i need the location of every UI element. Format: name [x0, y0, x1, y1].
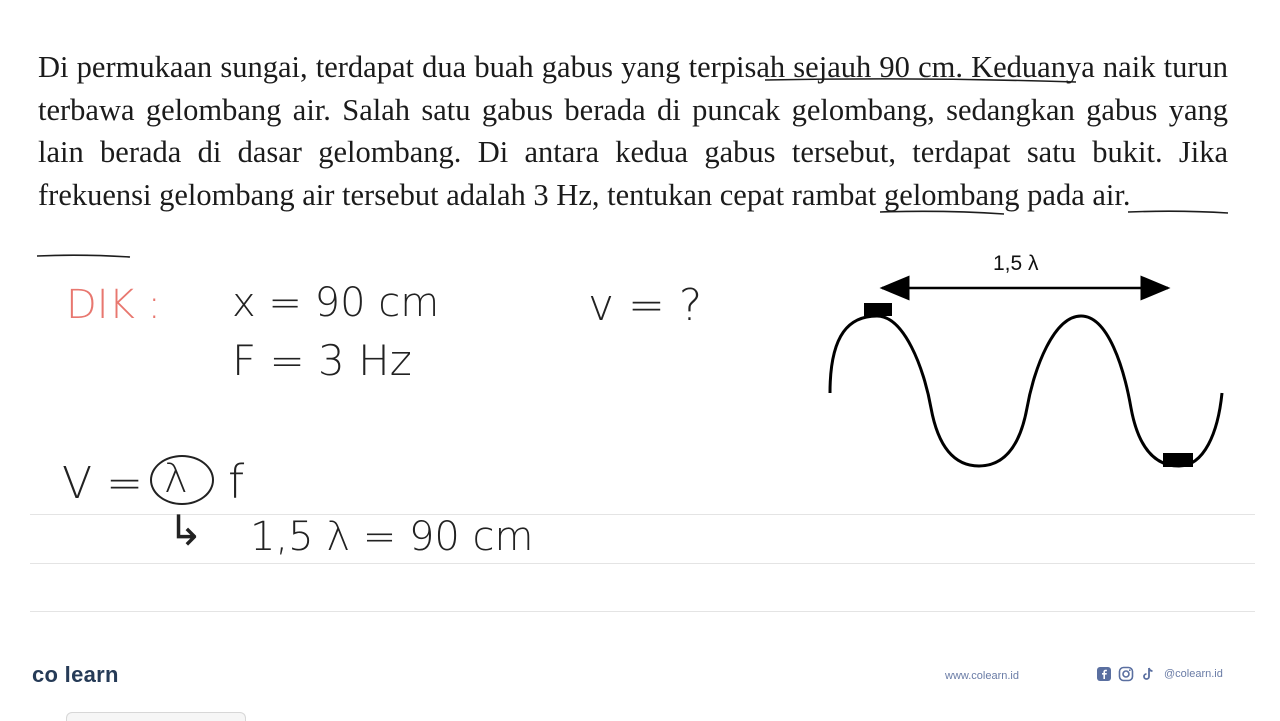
formula-left: V =	[62, 458, 143, 509]
social-handle[interactable]: @colearn.id	[1164, 668, 1223, 680]
ruled-line	[30, 514, 1255, 515]
problem-statement: Di permukaan sungai, terdapat dua buah gabus yang terpisah sejauh 90 cm. Keduanya naik turun terbawa gelombang air. Salah satu gabus berada di puncak gelombang, sedangkan gabus yang lain berada di dasar gelombang. Di antara kedua gabus tersebut, terdapat satu bukit. Jika frekuensi gelombang air tersebut adalah 3 Hz, tentukan cepat rambat gelombang pada air.	[38, 50, 1228, 212]
step-arrow-icon: ↳	[168, 506, 204, 555]
ruled-line	[30, 563, 1255, 564]
website-link[interactable]: www.colearn.id	[945, 670, 1019, 682]
brand-logo: co learn	[32, 662, 119, 687]
formula-lambda: λ	[164, 456, 188, 502]
ruled-line	[30, 611, 1255, 612]
facebook-icon[interactable]	[1096, 666, 1112, 682]
cork-at-trough	[1163, 453, 1193, 467]
given-distance: x = 90 cm	[232, 280, 440, 326]
distance-label: 1,5 λ	[993, 252, 1039, 275]
tiktok-icon[interactable]	[1140, 666, 1156, 682]
known-heading: DIK :	[66, 282, 162, 328]
instagram-icon[interactable]	[1118, 666, 1134, 682]
cork-at-crest	[864, 303, 892, 316]
unknown-speed: v = ?	[588, 280, 703, 331]
wave-diagram	[820, 248, 1240, 478]
social-links	[1096, 666, 1223, 682]
step-equation: 1,5 λ = 90 cm	[250, 514, 534, 560]
formula-frequency: f	[228, 455, 245, 509]
given-frequency: F = 3 Hz	[232, 336, 412, 385]
wave-curve	[830, 316, 1222, 466]
